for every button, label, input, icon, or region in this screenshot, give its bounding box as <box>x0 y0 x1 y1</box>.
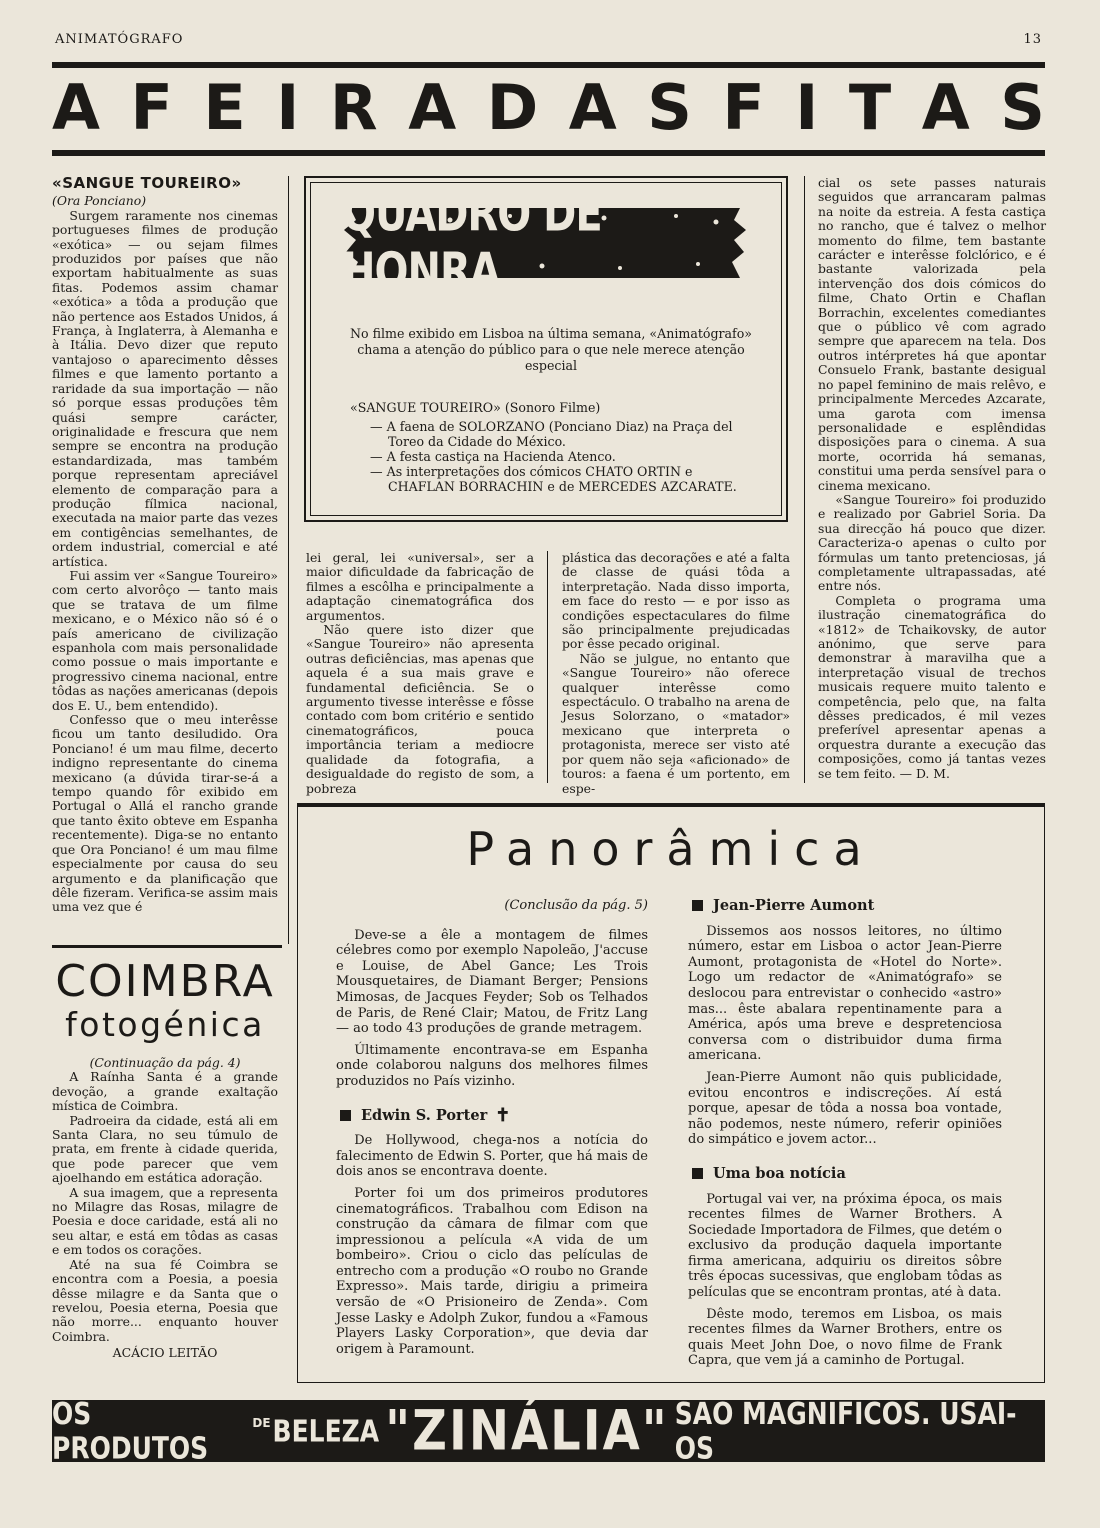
paragraph: lei geral, lei «universal», ser a maior dificuldade da fabricação de filmes a escôlha e principalmente a adaptação cinematográfica dos argumentos. <box>306 550 534 623</box>
quadro-item: — As interpretações dos cómicos CHATO ORTIN e CHAFLAN BORRACHIN e de MERCEDES AZCARATE. <box>370 464 737 494</box>
paragraph: A sua imagem, que a representa no Milagre das Rosas, milagre de Poesia e doce caridade, está ali no seu altar, e está em tôdas as casas e em todos os corações. <box>52 1184 278 1258</box>
article-byline: (Ora Ponciano) <box>52 193 147 209</box>
column-divider <box>547 551 548 783</box>
paragraph: Dissemos aos nossos leitores, no último número, estar em Lisboa o actor Jean-Pierre Aumont, protagonista de «Hotel do Norte». Logo um redactor de «Animatógrafo» se deslocou para entrevistar o conhecido «astro» mas... êste abalara repentinamente para a América, após uma breve e despretenciosa conversa com o distribuidor duma firma americana. <box>688 923 1002 1064</box>
article-column-2 <box>306 551 534 796</box>
section-heading-text: Jean-Pierre Aumont <box>713 897 875 914</box>
page-title <box>52 70 1045 146</box>
section-heading-noticia <box>688 1166 1002 1182</box>
coimbra-subtitle: fotogénica <box>65 1005 265 1044</box>
paragraph: De Hollywood, chega-nos a notícia do falecimento de Edwin S. Porter, que há mais de dois anos se encontrava doente. <box>336 1133 648 1180</box>
cross-icon: ✝ <box>495 1104 511 1126</box>
paragraph: Completa o programa uma ilustração cinematográfica do «1812» de Tchaikovsky, de autor anónimo, que serve para demonstrar à maravilha que a interpretação visual de trechos musicais requere muito talento e competência, pelo que, na falta dêsses predicados, é mil vezes preferível apresentar apenas a orquestra durante a execução das composições, como já tantas vezes se tem feito. — D. M. <box>818 592 1046 781</box>
ad-text: SÃO MAGNIFICOS. USAI-OS <box>674 1396 1017 1466</box>
column-divider <box>288 176 289 944</box>
title-letter: A <box>568 71 617 144</box>
article-title: «SANGUE TOUREIRO» <box>52 174 242 192</box>
title-letter: A <box>52 71 100 144</box>
ad-brand: "ZINÁLIA" <box>385 1398 669 1464</box>
paragraph: Fui assim ver «Sangue Toureiro» com certo alvorôço — tanto mais que se tratava de um filme mexicano, e o México não só é o país americano de civilização espanhola com mais personalidade como possue o mais importante e progressivo cinema nacional, entre tôdas as nações americanas (depois dos E. U., bem entendido). <box>52 567 278 713</box>
running-head-title: ANIMATÓGRAFO <box>55 32 184 47</box>
panoramica-left-column <box>336 898 648 1363</box>
quadro-banner <box>342 185 748 301</box>
title-letter: F <box>722 71 765 144</box>
paragraph: Porter foi um dos primeiros produtores cinematográficos. Trabalhou com Edison na construção da câmara de filmar com que impressionou a película «A vida de um bombeiro». Criou o ciclo das películas de entrecho com a produção «O roubo no Grande Expresso». Mais tarde, dirigiu a primeira versão de «O Prisioneiro de Zenda». Com Jesse Lasky e Adolph Zukor, fundou a «Famous Players Lasky Corporation», que devia dar origem à Paramount. <box>336 1185 648 1357</box>
title-bottom-rule <box>52 150 1045 156</box>
page-number: 13 <box>1023 32 1042 47</box>
ad-text: DE <box>252 1416 271 1430</box>
section-heading-aumont <box>688 898 1002 914</box>
article-column-3 <box>562 551 790 796</box>
paragraph: cial os sete passes naturais seguidos que arrancaram palmas na noite da estreia. A festa castiça no rancho, que é talvez o melhor momento do filme, tem bastante carácter e interêsse folclórico, e é bastante valorizada pela intervenção dos dois cómicos do filme, Chato Ortin e Chaflan Borrachin, excelentes comediantes que o público vê com agrado sempre que aparecem na tela. Dos outros intérpretes há que apontar Consuelo Frank, bastante desigual no papel feminino de mais relêvo, e principalmente Mercedes Azcarate, uma garota com imensa personalidade e esplêndidas disposições para o cinema. A sua morte, ocorrida há semanas, constitui uma perda sensível para o cinema mexicano. <box>818 175 1046 493</box>
paragraph: Não quere isto dizer que «Sangue Toureiro» não apresenta outras deficiências, mas apenas que aquela é a sua mais grave e fundamental deficiência. Se o argumento tivesse interêsse e fôsse contado com bom critério e sentido cinematográficos, pouca importância teriam a mediocre qualidade da fotografia, a desigualdade do registo de som, a pobreza <box>306 622 534 796</box>
square-bullet-icon <box>340 1110 351 1121</box>
article-author: ACÁCIO LEITÃO <box>112 1345 218 1361</box>
continuation-note: (Continuação da pág. 4) <box>89 1055 241 1070</box>
title-letter: I <box>276 71 300 144</box>
zinalia-advertisement <box>52 1396 1045 1466</box>
top-rule <box>52 62 1045 68</box>
title-letter: S <box>1000 71 1045 144</box>
banner-title: QUADRO DE HONRA <box>342 185 602 301</box>
panoramica-right-column <box>688 890 1002 1375</box>
paragraph: Dêste modo, teremos em Lisboa, os mais recentes filmes da Warner Brothers, entre os quais Meet John Doe, o novo filme de Frank Capra, que vem já a caminho de Portugal. <box>688 1306 1002 1369</box>
continuation-note: (Conclusão da pág. 5) <box>504 898 648 913</box>
paragraph: Últimamente encontrava-se em Espanha onde colaborou nalguns dos melhores filmes produzidos no País vizinho. <box>336 1042 648 1089</box>
title-letter: A <box>921 71 970 144</box>
paragraph: plástica das decorações e até a falta de classe de quási tôda a interpretação. Nada disso importa, em face do resto — e por isso as condições espectaculares do filme são principalmente prejudicadas por êsse pecado original. <box>562 550 791 652</box>
title-letter: E <box>203 71 246 144</box>
column-divider <box>804 176 805 783</box>
ad-text: OS PRODUTOS <box>52 1396 209 1466</box>
paragraph: «Sangue Toureiro» foi produzido e realizado por Gabriel Soria. Da sua direcção há pouco que dizer. Caracteriza-o apenas o culto por fórmulas um tanto pretenciosas, já completamente ultrapassadas, até entre nós. <box>818 491 1046 594</box>
quadro-item: — A faena de SOLORZANO (Ponciano Diaz) na Praça del Toreo da Cidade do México. <box>370 419 733 449</box>
title-letter: T <box>848 71 892 144</box>
paragraph: Surgem raramente nos cinemas portugueses filmes de produção «exótica» — ou sejam filmes produzidos por países que não exportam habitualmente as suas fitas. Podemos assim chamar «exótica» a tôda a produção que não pertence aos Estados Unidos, á França, à Inglaterra, à Alemanha e à Itália. Devo dizer que reputo vantajoso o aparecimento dêsses filmes e que lamento portanto a raridade da sua importação — não só porque essas produções têm quási sempre carácter, originalidade e frescura que nem sempre se encontra na produção estandardizada, mas também porque representam apreciável elemento de comparação para a produção fílmica nacional, executada na maior parte das vezes em contigências semelhantes, de ordem industrial, comercial e até artística. <box>52 207 278 569</box>
paragraph: Não se julgue, no entanto que «Sangue Toureiro» não oferece qualquer interêsse como espectáculo. O trabalho na arena de Jesus Solorzano, o «matador» mexicano que interpreta o protagonista, merece ser visto até por quem não seja «aficionado» de touros: a faena é um portento, em espe- <box>562 650 790 796</box>
quadro-film-list <box>342 400 760 494</box>
square-bullet-icon <box>692 1168 703 1179</box>
coimbra-article <box>52 1056 278 1361</box>
paragraph: Confesso que o meu interêsse ficou um tanto desiludido. Ora Ponciano! é um mau filme, decerto indigno representante do cinema mexicano (a dúvida tirar-se-á a tempo quando fôr exibido em Portugal o Allá el rancho grande que tanto êxito obteve em Espanha recentemente). Diga-se no entanto que Ora Ponciano! é um mau filme especialmente por causa do seu argumento e da planificação que dêle fizeram. Verifica-se assim mais uma vez que é <box>52 712 278 915</box>
quadro-item: — A festa castiça na Hacienda Atenco. <box>370 449 616 464</box>
section-heading-text: Edwin S. Porter <box>361 1106 488 1124</box>
panoramica-title: Panorâmica <box>466 822 876 876</box>
paragraph: A Raínha Santa é a grande devoção, a grande exaltação mística de Coimbra. <box>52 1069 278 1114</box>
quadro-de-honra-box <box>304 176 788 522</box>
title-letter: R <box>329 71 378 144</box>
square-bullet-icon <box>692 900 703 911</box>
title-letter: F <box>130 71 173 144</box>
quadro-film-title: «SANGUE TOUREIRO» (Sonoro Filme) <box>350 400 601 415</box>
paragraph: Padroeira da cidade, está ali em Santa Clara, no seu túmulo de prata, em frente à cidade querida, que pode parecer que vem ajoelhando em estática adoração. <box>52 1112 278 1186</box>
section-heading-porter <box>336 1104 648 1126</box>
ad-text: BELEZA <box>272 1413 380 1449</box>
section-heading-text: Uma boa notícia <box>713 1164 846 1182</box>
title-letter: I <box>795 71 819 144</box>
paragraph: Até na sua fé Coimbra se encontra com a Poesia, a poesia dêsse milagre e da Santa que o revelou, Poesia eterna, Poesia que não morre... enquanto houver Coimbra. <box>52 1256 278 1344</box>
article-column-1 <box>52 176 278 915</box>
article-column-4 <box>818 176 1046 781</box>
title-letter: D <box>486 71 539 144</box>
paragraph: Deve-se a êle a montagem de filmes célebres como por exemplo Napoleão, J'accuse e Louise, de Abel Gance; Les Trois Mousquetaires, de Diamant Berger; Pensions Mimosas, de Jacques Feyder; Sob os Telhados de Paris, de René Clair; Matou, de Fritz Lang — ao todo 43 produções de grande metragem. <box>336 927 648 1037</box>
coimbra-title: COIMBRA <box>55 956 275 1007</box>
section-rule <box>52 945 282 948</box>
paragraph: Portugal vai ver, na próxima época, os mais recentes filmes de Warner Brothers. A Sociedade Importadora de Filmes, que detém o exclusivo da produção daquela importante firma americana, adquiriu os direitos sôbre três épocas sucessivas, que englobam tôdas as películas que se encontram prontas, até à data. <box>688 1191 1002 1301</box>
title-letter: A <box>408 71 457 144</box>
paragraph: Jean-Pierre Aumont não quis publicidade, evitou encontros e indiscreções. Aí está porque, apesar de tôda a nossa boa vontade, não podemos, neste número, referir opiniões do simpático e jovem actor... <box>688 1069 1002 1148</box>
quadro-intro: No filme exibido em Lisboa na última semana, «Animatógrafo» chama a atenção do público para o que nele merece atenção especial <box>349 326 753 373</box>
title-letter: S <box>647 71 692 144</box>
